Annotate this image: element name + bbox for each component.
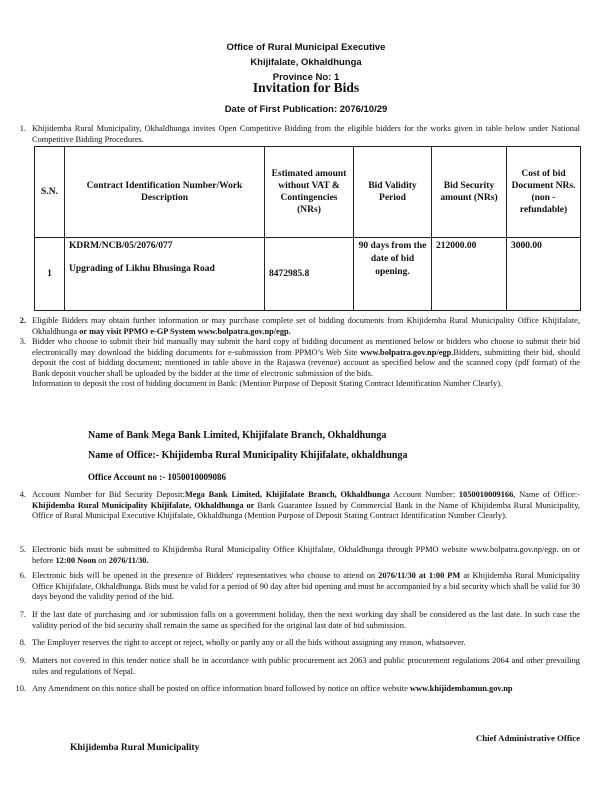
table-header-row [35, 147, 581, 238]
item-text: Matters not covered in this tender notice shall be in accordance with public procurement act 2063 and public procurement regulations 2064 and other prevailing rules and regulations of Nepal. [32, 656, 580, 676]
item-number: 3. [19, 337, 26, 346]
deadline-date: 2076/11/30. [108, 555, 149, 565]
header-cost: Cost of bid Document NRs.(non - refundable) [507, 147, 581, 238]
bank-name: Name of Bank Mega Bank Limited, Khijifalate Branch, Okhaldhunga [88, 430, 387, 441]
item-number: 9. [19, 656, 26, 665]
item-text: on [96, 555, 109, 565]
item-text: at Khijidemba Rural Municipality Office Khijifalate, Okhaldhunga. Bids must be valid for a period of 90 day after bid opening and must be accompanied by a bid security which shall be valid for 30 days beyond the validity period of the bid. [32, 571, 581, 601]
header-sn: S.N. [35, 147, 65, 238]
deadline-time: 12:00 Noon [55, 555, 97, 565]
work-description: Upgrading of Likhu Bhusinga Road [69, 264, 215, 274]
item-8 [19, 638, 580, 649]
item-text: .Bidders, submitting their bid, should deposit the cost of bidding document; mentioned in table above in the Rajaswa (revenue) account as specified below and the scanned copy (pdf format) of the Bank deposit voucher shall be uploaded by the bidder at the time of electronic submission of the bids. [32, 347, 580, 378]
website-link[interactable]: www.khijidembamun.gov.np [409, 684, 513, 693]
item-9 [19, 656, 580, 677]
item-text: Any Amendment on this notice shall be posted on office information board followed by notice on office website [32, 684, 410, 693]
table-row [35, 238, 581, 311]
item-text: Electronic bids will be opened in the presence of Bidders' representatives who choose to attend on [32, 571, 379, 580]
cell-security: 212000.00 [432, 238, 507, 311]
publication-date: Date of First Publication: 2076/10/29 [224, 104, 388, 115]
cell-contract [65, 238, 265, 311]
item-number: 10. [15, 684, 26, 693]
item-10 [15, 684, 580, 695]
item-text: Account Number for Bid Security Deposit: [32, 490, 185, 499]
opening-datetime: 2076/11/30 at 1:00 PM [378, 571, 461, 580]
contract-id: KDRM/NCB/05/2076/077 [69, 241, 173, 251]
item-text: If the last date of purchasing and /or submission falls on a government holiday, then the next working day shall be considered as the last date. In such case the validity period of the bid security shall remain the same as specified for the original last date of bid submission. [32, 610, 580, 630]
item-number: 4. [19, 490, 26, 499]
bank-info-text: Information to deposit the cost of bidding document in Bank: (Mention Purpose of Deposit Stating Contract Identification Number Clearly). [32, 379, 503, 388]
cell-sn: 1 [35, 238, 65, 311]
chief-admin-office: Chief Administrative Office [475, 733, 580, 743]
security-account-number: 1050010009166 [458, 490, 514, 499]
item-7 [19, 610, 580, 631]
egp-link[interactable]: www.bolpatra.gov.np/egp [360, 347, 452, 357]
item-number: 1. [19, 124, 26, 133]
item-number: 8. [19, 638, 26, 647]
header-validity: Bid Validity Period [354, 147, 432, 238]
item-5 [19, 545, 580, 566]
item-number: 5. [19, 545, 26, 554]
cell-cost: 3000.00 [507, 238, 581, 311]
item-text: Account Number: [389, 490, 459, 499]
cell-validity: 90 days from the date of bid opening. [354, 238, 432, 311]
item-text: The Employer reserves the right to accept or reject, wholly or partly any or all the bids without assigning any reason, whatsoever. [32, 638, 466, 647]
page-title: Invitation for Bids [252, 80, 360, 95]
office-location: Khijifalate, Okhaldhunga [250, 57, 362, 68]
office-name-bold: Khijidemba Rural Municipality Khijifalate, Okhaldhunga or [32, 500, 255, 510]
item-number: 7. [19, 610, 26, 619]
bids-table [34, 146, 581, 311]
item-3 [19, 337, 580, 390]
item-6 [19, 571, 581, 603]
item-number: 2. [19, 316, 26, 325]
header-security: Bid Security amount (NRs) [432, 147, 507, 238]
header-amount: Estimated amount without VAT & Contingencies (NRs) [265, 147, 354, 238]
item-text: , Name of Office:- [513, 490, 580, 499]
office-name: Office of Rural Municipal Executive [226, 42, 386, 53]
item-text: Khijidemba Rural Municipality, Okhaldhunga invites Open Competitive Bidding from the eligible bidders for the works given in table below under National Competitive Bidding Procedures. [32, 124, 580, 144]
municipality-signature: Khijidemba Rural Municipality [70, 743, 200, 753]
item-text: Bidder who choose to submit their bid manually may submit the hard copy of bidding document as mentioned below or bidders who choose to submit their bid electronically may download the bidding documents for e-submission from PPMO’s Web Site [32, 337, 580, 357]
header-contract: Contract Identification Number/Work Description [65, 147, 265, 238]
item-4 [19, 490, 580, 522]
egp-link[interactable]: or may visit PPMO e-GP System www.bolpatra.gov.np/egp. [79, 326, 291, 336]
office-account: Office Account no :- 1050010009086 [88, 472, 226, 482]
item-text: Bank Guarantee Issued by Commercial Bank in the Name of Khijidemba Rural Municipality, Office of Rural Municipal Executive Khijifalate, Okhaldhunga (Mention Purpose of Deposit Stating Contract Identification Number Clearly). [32, 500, 580, 520]
province: Province No: 1 [272, 72, 340, 83]
item-1 [19, 124, 580, 145]
cell-amount: 8472985.8 [265, 238, 354, 311]
item-2 [19, 316, 580, 337]
item-text: Electronic bids must be submitted to Khijidemba Rural Municipality Office Khijifalate, Okhaldhunga through PPMO website www.bolpatra.gov.np/egp. on or before [32, 545, 580, 565]
item-text: Eligible Bidders may obtain further information or may purchase complete set of bidding documents from Khijidemba Rural Municipality Office Khijifalate, Okhaldhunga [32, 316, 580, 336]
bank-name-bold: Mega Bank Limited, Khijifalate Branch, Okhaldhunga [184, 490, 390, 499]
office-name-line: Name of Office:- Khijidemba Rural Municipality Khijifalate, okhaldhunga [88, 450, 408, 461]
item-number: 6. [19, 571, 26, 580]
